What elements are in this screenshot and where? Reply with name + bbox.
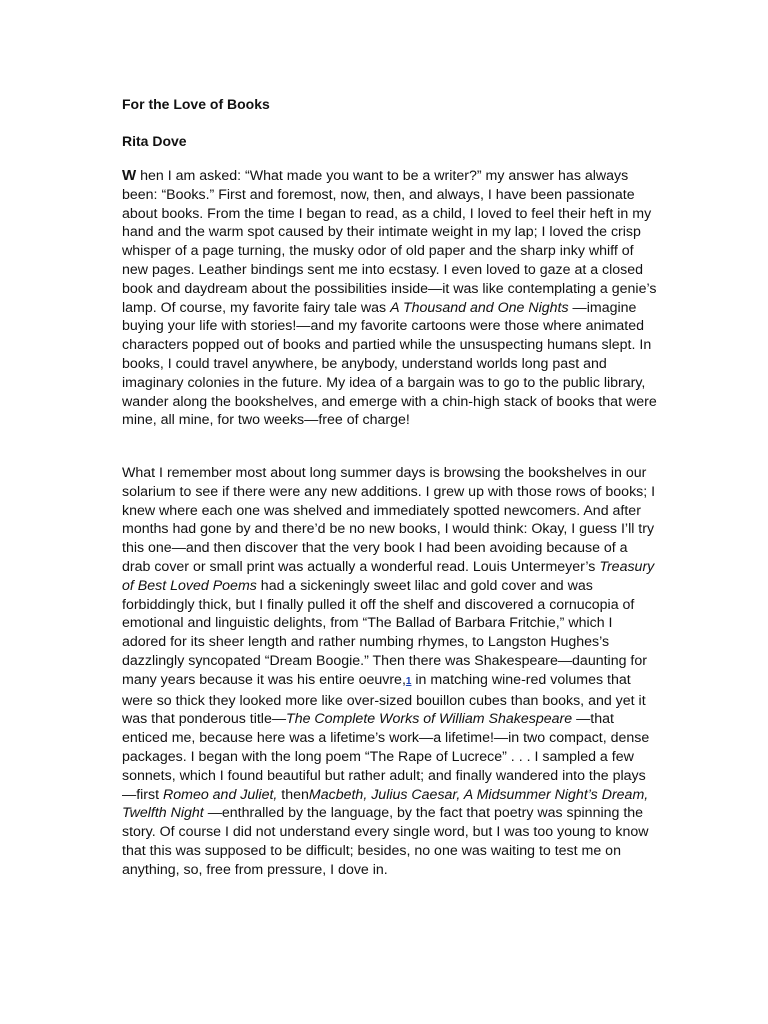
play-title: Romeo and Juliet, xyxy=(162,786,278,803)
play-titles: Macbeth, Julius Caesar, A Midsummer Night’s Dream, Twelfth Night xyxy=(122,786,649,822)
paragraph-1 xyxy=(122,167,658,430)
footnote-link[interactable]: 1 xyxy=(405,675,412,687)
book-title: The Complete Works of William Shakespeare xyxy=(286,711,573,728)
paragraph-text: —enthralled by the language, by the fact that poetry was spinning the story. Of course I did not understand every single word, but I was too young to know that this was supposed to be difficult; besides, no one was waiting to test me on anything, so, free from pressure, I dove in. xyxy=(122,805,649,878)
paragraph-text: —that enticed me, because here was a lifetime’s work—a lifetime!—in two compact, dense packages. I began with the long poem “The Rape of Lucrece” . . . I sampled a few sonnets, which I found beautiful but rather adult; and finally wandered into the plays—first xyxy=(122,711,650,803)
paragraph-text: then xyxy=(277,786,309,803)
paragraph-2 xyxy=(122,464,658,880)
book-title: A Thousand and One Nights xyxy=(390,299,569,316)
paragraph-text: —imagine buying your life with stories!—and my favorite cartoons were those where animated characters popped out of books and partied while the unsuspecting humans slept. In books, I could travel anywhere, be anybody, understand worlds long past and imaginary colonies in the future. My idea of a bargain was to go to the public library, wander along the bookshelves, and emerge with a chin-high stack of books that were mine, all mine, for two weeks—free of charge! xyxy=(122,299,657,429)
paragraph-text: had a sickeningly sweet lilac and gold cover and was forbiddingly thick, but I finally pulled it off the shelf and discovered a cornucopia of emotional and linguistic delights, from “The Ballad of Barbara Fritchie,” which I adored for its sheer length and rather numbing rhymes, to Langston Hughes’s dazzlingly syncopated “Dream Boogie.” Then there was Shakespeare—daunting for many years because it was his entire oeuvre, xyxy=(122,577,647,688)
book-title: Treasury of Best Loved Poems xyxy=(122,558,655,594)
paragraph-text: What I remember most about long summer days is browsing the bookshelves in our solarium to see if there were any new additions. I grew up with those rows of books; I knew where each one was shelved and immediately spotted newcomers. And after months had gone by and there’d be no new books, I would think: Okay, I guess I’ll try this one—and then discover that the very book I had been avoiding because of a drab cover or small print was actually a wonderful read. Louis Untermeyer’s xyxy=(122,465,656,575)
document-title: For the Love of Books xyxy=(122,96,270,112)
document-author: Rita Dove xyxy=(122,133,187,149)
drop-cap: W xyxy=(122,167,137,184)
paragraph-text: in matching wine-red volumes that were so thick they looked more like over-sized bouillon cubes than books, and yet it was that ponderous title— xyxy=(122,671,646,728)
paragraph-text: hen I am asked: “What made you want to be a writer?” my answer has always been: “Books.” First and foremost, now, then, and always, I have been passionate about books. From the time I began to read, as a child, I loved to feel their heft in my hand and the warm spot caused by their intimate weight in my lap; I loved the crisp whisper of a page turning, the musky odor of old paper and the sharp inky whiff of new pages. Leather bindings sent me into ecstasy. I even loved to gaze at a closed book and daydream about the possibilities inside—it was like contemplating a genie’s lamp. Of course, my favorite fairy tale was xyxy=(122,168,657,316)
